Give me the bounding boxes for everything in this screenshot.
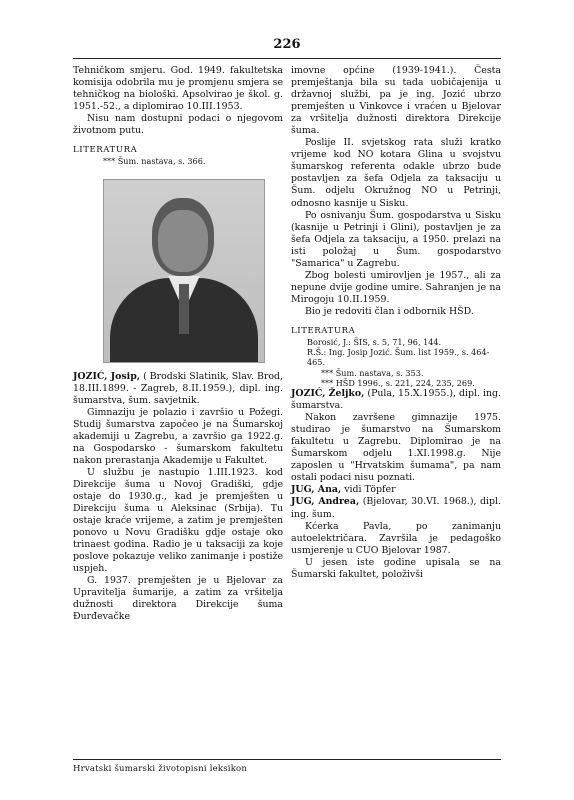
header-rule — [73, 58, 501, 59]
entry-details: ( Brodski Slatinik, Slav. Brod, 18.III.1899. - Zagreb, 8.II.1959.), dipl. ing. šumarstva, šum. savjetnik. — [73, 370, 283, 406]
entry-jug-andrea — [291, 496, 501, 520]
entry-paragraph: Poslije II. svjetskog rata služi kratko vrijeme kod NO kotara Glina u svojstvu šumarskog referenta odakle ubrzo bude postavljen za šefa Odjela za taksaciju u Šum. odjelu Okružnog NO u Petrinji, odnosno kasnije u Sisku. — [291, 137, 501, 209]
intro-paragraph: Tehničkom smjeru. God. 1949. fakultetska komisija odobrila mu je promjenu smjera se tehničkog na biološki. Apsolvirao je škol. g. 1951.-52., a diplomirao 10.III.1953. — [73, 65, 283, 113]
continued-paragraph: imovne općine (1939-1941.). Česta premještanja bila su tada uobičajenija u državnoj službi, pa je ing. Jozić ubrzo premješten u Vinkovce i vraćen u Bjelovar za vršitelja dužnosti direktora Direkcije šuma. — [291, 65, 501, 137]
entry-paragraph: U službu je nastupio 1.III.1923. kod Direkcije šuma u Novoj Gradiški, gdje ostaje do 1930.g., kad je premješten u Direkciju šuma u Aleksinac (Srbija). Tu ostaje kraće vrijeme, a zatim je premješten ponovo u Novu Gradišku gdje ostaje oko trinaest godina. Radio je u taksaciji za koje poslove pokazuje veliko zanimanje i postiže uspjeh. — [73, 466, 283, 575]
entry-details: vidi Töpfer — [344, 484, 396, 496]
entry-jug-ana — [291, 484, 501, 496]
page-number: 226 — [273, 37, 301, 52]
entry-paragraph: U jesen iste godine upisala se na Šumarski fakultet, položivši — [291, 556, 501, 580]
entry-name: JOZIĆ, Željko, — [291, 388, 365, 400]
left-column — [73, 65, 283, 624]
literature-item: *** HŠD 1996., s. 221, 224, 235, 269. — [321, 377, 475, 388]
entry-paragraph: Nakon završene gimnazije 1975. studirao je šumarstvo na Šumarskom fakultetu u Zagrebu. Diplomirao je na Šumarskom odjelu 1.XI.1998.g. Nije zaposlen u "Hrvatskim šumama", pa nam ostali podaci nisu poznati. — [291, 412, 501, 484]
literature-item: R.Š.: Ing. Josip Jozić. Šum. list 1959., s. 464-465. — [307, 347, 490, 368]
page-footer: Hrvatski šumarski životopisni leksikon — [73, 764, 248, 774]
entry-paragraph: G. 1937. premješten je u Bjelovar za Upravitelja šumarije, a zatim za vršitelja dužnosti direktora Direkcije šuma Đurđevačke — [73, 575, 283, 623]
entry-jozic-zeljko — [291, 388, 501, 412]
literature-item: *** Šum. nastava, s. 366. — [103, 156, 206, 167]
entry-name: JUG, Andrea, — [291, 496, 360, 508]
entry-paragraph: Zbog bolesti umirovljen je 1957., ali za nepune dvije godine umire. Sahranjen je na Mirogoju 10.II.1959. — [291, 269, 501, 305]
entry-paragraph: Bio je redoviti član i odbornik HŠD. — [305, 305, 474, 317]
intro-paragraph-2: Nisu nam dostupni podaci o njegovom životnom putu. — [73, 113, 283, 137]
literature-heading: LITERATURA — [291, 325, 356, 336]
right-column — [291, 65, 501, 581]
entry-jozic-josip — [73, 371, 283, 407]
literature-item: Borosić, J.: ŠIS, s. 5, 71, 96, 144. — [307, 337, 442, 348]
literature-item: *** Šum. nastava, s. 353. — [321, 367, 424, 378]
entry-name: JUG, Ana, — [291, 484, 342, 496]
footer-rule — [73, 759, 501, 760]
entry-paragraph: Kćerka Pavla, po zanimanju autoelektričara. Završila je pedagoško usmjerenje u CUO Bjelovar 1987. — [291, 520, 501, 556]
portrait-photo — [103, 179, 265, 363]
entry-details: (Bjelovar, 30.VI. 1968.), dipl. ing. šum. — [291, 496, 501, 520]
entry-paragraph: Po osnivanju Šum. gospodarstva u Sisku (kasnije u Petrinji i Glini), postavljen je za šefa Odjela za taksaciju, a 1950. prelazi na isti položaj u Šum. gospodarstvo "Samarica" u Zagrebu. — [291, 209, 501, 269]
entry-details: (Pula, 15.X.1955.), dipl. ing. šumarstva. — [291, 388, 501, 412]
entry-paragraph: Gimnaziju je polazio i završio u Požegi. Studij šumarstva započeo je na Šumarskoj akademiji u Zagrebu, a završio ga 1922.g. na Gospodarsko - šumarskom fakultetu nakon prerastanja Akademije u Fakultet. — [73, 406, 283, 466]
entry-name: JOZIĆ, Josip, — [73, 370, 141, 382]
literature-heading: LITERATURA — [73, 145, 138, 156]
